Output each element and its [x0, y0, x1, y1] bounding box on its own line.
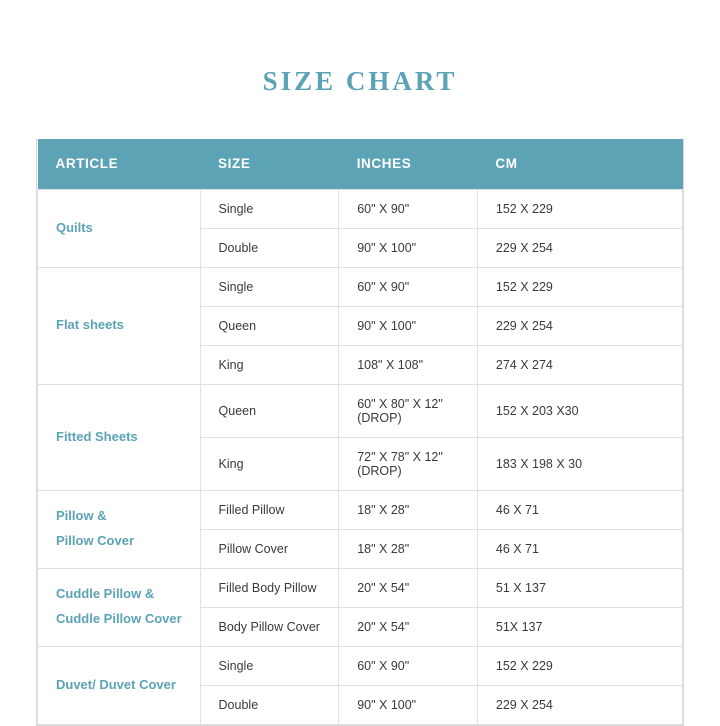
article-label-line: Flat sheets [56, 317, 124, 333]
article-label-line: Pillow Cover [56, 533, 135, 548]
table-row [38, 189, 683, 228]
article-cell [38, 490, 201, 568]
inches-cell: 108" X 108" [339, 345, 478, 384]
inches-cell: 20" X 54" [339, 607, 478, 646]
table-row [38, 646, 683, 685]
column-header-inches: INCHES [339, 139, 478, 189]
cm-cell: 274 X 274 [477, 345, 682, 384]
size-cell: Double [200, 685, 339, 724]
inches-cell: 90" X 100" [339, 685, 478, 724]
cm-cell: 229 X 254 [477, 685, 682, 724]
cm-cell: 152 X 203 X30 [477, 384, 682, 437]
article-cell [38, 646, 201, 724]
inches-cell: 18" X 28" [339, 490, 478, 529]
cm-cell: 183 X 198 X 30 [477, 437, 682, 490]
article-cell [38, 568, 201, 646]
table-row [38, 267, 683, 306]
cm-cell: 152 X 229 [477, 189, 682, 228]
table-row [38, 490, 683, 529]
cm-cell: 152 X 229 [477, 267, 682, 306]
size-cell: Queen [200, 306, 339, 345]
inches-cell: 72" X 78" X 12"(DROP) [339, 437, 478, 490]
table-header-row [38, 139, 683, 189]
cm-cell: 46 X 71 [477, 490, 682, 529]
article-label-line: Quilts [56, 219, 93, 235]
inches-cell: 20" X 54" [339, 568, 478, 607]
inches-cell: 60" X 90" [339, 189, 478, 228]
cm-cell: 46 X 71 [477, 529, 682, 568]
size-chart-table-wrapper [36, 139, 684, 726]
article-cell [38, 267, 201, 384]
table-header [38, 139, 683, 189]
size-cell: Single [200, 189, 339, 228]
inches-cell: 60" X 90" [339, 646, 478, 685]
table-row [38, 568, 683, 607]
cm-cell: 229 X 254 [477, 228, 682, 267]
inches-cell: 60" X 80" X 12"(DROP) [339, 384, 478, 437]
size-cell: Filled Body Pillow [200, 568, 339, 607]
inches-cell: 90" X 100" [339, 228, 478, 267]
size-cell: Single [200, 267, 339, 306]
size-cell: Queen [200, 384, 339, 437]
article-label-line: Pillow & [56, 508, 107, 524]
table-row [38, 384, 683, 437]
cm-cell: 152 X 229 [477, 646, 682, 685]
inches-cell: 18" X 28" [339, 529, 478, 568]
inches-cell: 60" X 90" [339, 267, 478, 306]
size-chart-table [37, 139, 683, 725]
article-label-line: Cuddle Pillow & [56, 586, 155, 602]
column-header-cm: CM [477, 139, 682, 189]
size-cell: King [200, 437, 339, 490]
inches-cell: 90" X 100" [339, 306, 478, 345]
article-cell [38, 189, 201, 267]
size-cell: Filled Pillow [200, 490, 339, 529]
cm-cell: 51X 137 [477, 607, 682, 646]
article-label-line: Cuddle Pillow Cover [56, 611, 182, 626]
size-cell: Pillow Cover [200, 529, 339, 568]
cm-cell: 229 X 254 [477, 306, 682, 345]
article-label-line: Duvet/ Duvet Cover [56, 676, 176, 692]
article-cell [38, 384, 201, 490]
table-body [38, 189, 683, 724]
article-label-line: Fitted Sheets [56, 428, 138, 444]
page-title: SIZE CHART [262, 66, 458, 96]
size-cell: King [200, 345, 339, 384]
size-cell: Body Pillow Cover [200, 607, 339, 646]
size-cell: Double [200, 228, 339, 267]
cm-cell: 51 X 137 [477, 568, 682, 607]
column-header-size: SIZE [200, 139, 339, 189]
column-header-article: ARTICLE [38, 139, 201, 189]
size-cell: Single [200, 646, 339, 685]
